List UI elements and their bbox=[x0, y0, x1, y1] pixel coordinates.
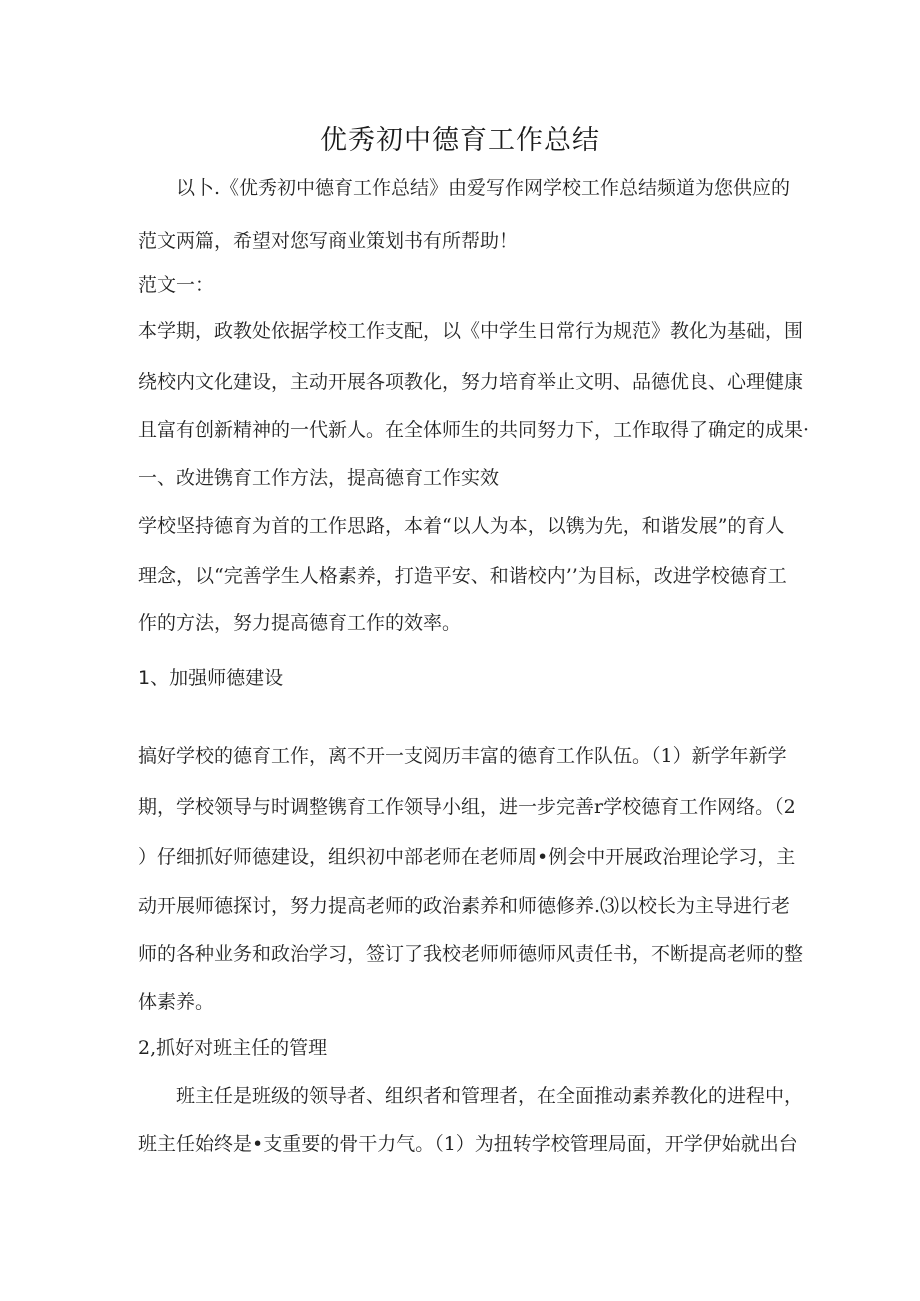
paragraph-line: 绕校内文化建设，主动开展各项教化，努力培育举止文明、品德优良、心理健康 bbox=[138, 371, 804, 393]
paragraph-line: 且富有创新精神的一代新人。在全体师生的共同努力下，工作取得了确定的成果· bbox=[138, 419, 810, 441]
subsection-heading: 2,抓好对班主任的管理 bbox=[138, 1037, 328, 1059]
paragraph-line: 班主任始终是•支重要的骨干力气。（1）为扭转学校管理局面，开学伊始就出台 bbox=[138, 1133, 798, 1155]
paragraph-line: ）仔细抓好师德建设，组织初中部老师在老师周•例会中开展政治理论学习，主 bbox=[138, 846, 796, 868]
paragraph-line: 班主任是班级的领导者、组织者和管理者，在全面推动素养教化的进程中， bbox=[176, 1085, 804, 1107]
paragraph-line: 本学期，政教处依据学校工作支配，以《中学生日常行为规范》教化为基础，围 bbox=[138, 320, 804, 342]
document-title: 优秀初中德育工作总结 bbox=[320, 125, 600, 156]
paragraph-line: 理念，以“完善学生人格素养，打造平安、和谐校内’’为目标，改进学校德育工 bbox=[138, 565, 787, 587]
section-heading: 一、改进镌育工作方法，提高德育工作实效 bbox=[138, 467, 500, 489]
paragraph-line: 学校坚持德育为首的工作思路，本着“以人为本，以镌为先，和谐发展”的育人 bbox=[138, 515, 785, 537]
paragraph-line: 作的方法，努力提高德育工作的效率。 bbox=[138, 612, 462, 634]
paragraph-line: 师的各种业务和政治学习，签订了我校老师师德师风责任书，不断提高老师的整 bbox=[138, 943, 804, 965]
paragraph-line: 范文一： bbox=[138, 274, 215, 296]
paragraph-line: 搞好学校的德育工作，离不开一支阅历丰富的德育工作队伍。（1）新学年新学 bbox=[138, 745, 787, 767]
paragraph-line: 以卜.《优秀初中德育工作总结》由爱写作网学校工作总结频道为您供应的 bbox=[176, 177, 791, 199]
subsection-heading: 1、加强师德建设 bbox=[138, 667, 284, 689]
paragraph-line: 动开展师德探讨，努力提高老师的政治素养和师德修养.⑶以校长为主导进行老 bbox=[138, 895, 791, 917]
paragraph-line: 期，学校领导与时调整镌育工作领导小组，进一步完善r学校德育工作网络。（2 bbox=[138, 796, 796, 818]
paragraph-line: 体素养。 bbox=[138, 991, 215, 1013]
paragraph-line: 范文两篇，希望对您写商业策划书有所帮助！ bbox=[138, 230, 519, 252]
